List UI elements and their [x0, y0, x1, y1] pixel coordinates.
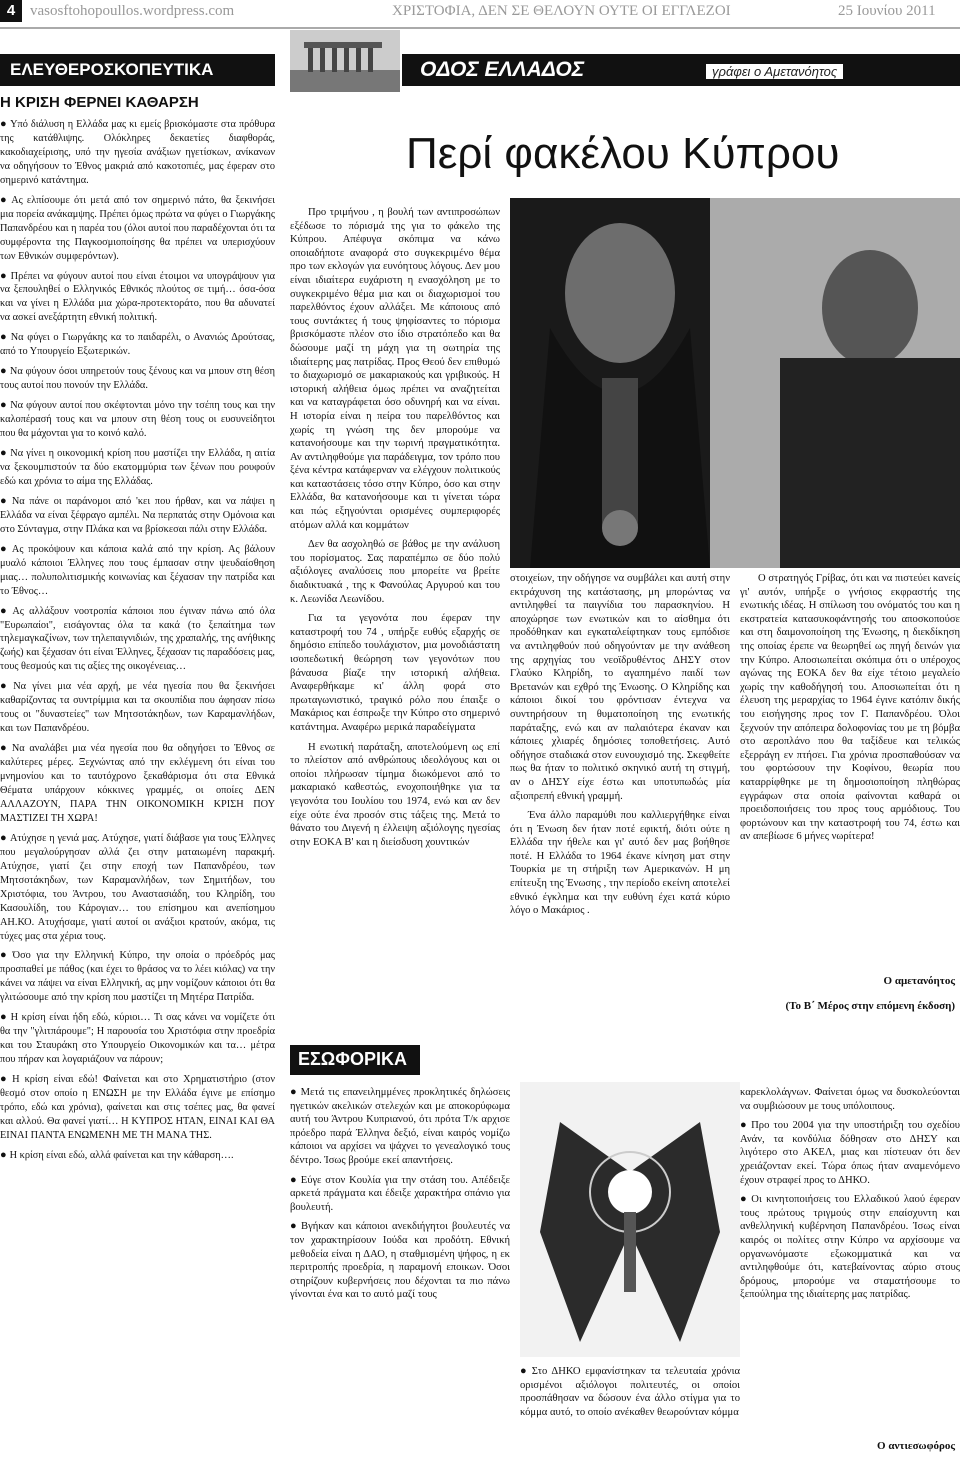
paragraph	[0, 399, 275, 441]
paragraph	[0, 1011, 275, 1067]
bullet-icon: ●	[0, 542, 9, 555]
paragraph-text: Εύγε στον Κουλία για την στάση του. Απέδειξε αρκετά πράγματα και έδειξε χαρακτήρα σπάνιο για βουλευτή.	[290, 1174, 510, 1213]
paragraph-text: Στο ΔΗΚΟ εμφανίστηκαν τα τελευταία χρόνια ορισμένοι αξιόλογοι πολιτευτές, οι οποίοι προσπάθησαν να δώσουν ένα άλλο στίγμα για το κόμμα αυτό, το οποίο ανέκαθεν θεωρούνταν κόμμα	[520, 1366, 740, 1418]
paragraph	[290, 1174, 510, 1215]
odos-column-3	[740, 572, 960, 850]
paragraph	[290, 741, 500, 850]
paragraph-text: Ένα άλλο παραμύθι που καλλιεργήθηκε είναι ότι η Ένωση δεν ήταν ποτέ εφικτή, διότι ούτε η Ελλάδα την ήθελε και γι' αυτό δεν μας βοήθησε ποτέ. Η Ελλάδα το 1964 έκανε κίνηση ματ στην Τουρκία με τη στήριξη των Αμερικανών. Η μη επίτευξη της Ένωσης , την περίοδο εκείνη αποτελεί εθνικό έγκλημα και την ευθύνη έχει κατά κύριο λόγο ο Μακάριος .	[510, 810, 730, 917]
esoforika-column-3	[740, 1086, 960, 1308]
bullet-icon: ●	[290, 1173, 298, 1186]
odos-column-2	[510, 572, 730, 924]
left-article	[0, 118, 275, 1169]
bullet-icon: ●	[740, 1119, 749, 1132]
paragraph	[0, 605, 275, 675]
bullet-icon: ●	[0, 365, 7, 378]
paragraph-text: Να πάνε οι παράνομοι από 'κει που ήρθαν, και να πάψει η Ελλάδα να είναι ξέφραγο αμπέλι. Να περπατάς στην Ομόνοια και στο Σύνταγμα, στην Πλάκα και να βρίσκεσαι πάλι στην Ελλάδα.	[0, 495, 275, 535]
paragraph	[0, 832, 275, 944]
bullet-icon: ●	[0, 949, 10, 962]
bullet-icon: ●	[290, 1086, 298, 1098]
issue-date: 25 Ιουνίου 2011	[838, 3, 936, 19]
paragraph-text: Να φύγει ο Γιωργάκης κα το παιδαρέλι, ο Ανανιώς Δρούτσας, από το Υπουργείο Εξωτερικών.	[0, 332, 275, 358]
page-number: 4	[0, 0, 22, 22]
paragraph-text: Πρέπει να φύγουν αυτοί που είναι έτοιμοι να υπογράψουν για να ξεπουληθεί ο Ελληνικός Εθνικός πλούτος σε τιμή… όσα-όσα και να γίνει η Ελλάδα μια χώρα-προτεκτοράτο, που θα αδυνατεί να ασκεί ανεξάρτητη εθνική πολιτική.	[0, 270, 275, 324]
paragraph-text: Βγήκαν και κάποιοι ανεκδιήγητοι βουλευτές να τον χαρακτηρίσουν Ιούδα και προδότη. Εθνική μεθοδεία είναι η ΔΑΟ, η σταθμισμένη ψήφος, η εκ περιτροπής προεδρία, η παραμονή εποικων. Όσοι στηρίζουν κυβερνήσεις που δέχονται τα πιο πάνω γίνονται ένα και το αυτό μαζί τους	[290, 1221, 510, 1301]
paragraph	[510, 809, 730, 918]
paragraph-text: Να φύγουν όσοι υπηρετούν τους ξένους και να μπουν στη θέση τους αυτοί που πονούν την Ελλάδα.	[0, 366, 275, 392]
paragraph-text: Ας ελπίσουμε ότι μετά από τον σημερινό πάτο, θα ξεκινήσει μια πορεία ανάκαμψης. Πρέπει όμως πρώτα να φύγει ο Γιωργάκης Παπανδρέου και η παρέα του (όλοι αυτοί που παραδέχονται ότι τα συμφέροντα της Παγκοσμιοποίησης θα πρέπει να υπερισχύουν των Εθνικών συμφερόντων).	[0, 194, 275, 262]
esoforika-signature: Ο αντιεσωφόρος	[877, 1440, 955, 1452]
paragraph-text: Η κρίση είναι εδώ, αλλά φαίνεται και την κάθαρση….	[9, 1149, 234, 1161]
paragraph-text: Υπό διάλυση η Ελλάδα μας κι εμείς βρισκόμαστε στα πρόθυρα της κατάθλιψης. Ολόκληρες δεκαετίες διαφθοράς, κακοδιαχείρισης, υπό την ηγεσία ανάξιων ηγετίσκων, ανίκανων να οδηγήσουν το Έθνος μακριά από κακοτοπιές, μας έφεραν στο σημερινό κατάντημα.	[0, 119, 275, 186]
bullet-icon: ●	[290, 1220, 299, 1233]
paragraph-text: Προ του 2004 για την υποστήριξη του σχεδίου Ανάν, τα κονδύλια δόθησαν στο ΔΗΣΥ και λιγότερο στο ΑΚΕΛ, μιας και πίστευαν ότι δεν χρειάζονταν εκεί. Τώρα όπως ήταν αναμενόμενο έχουν στραφεί προς το ΔΗΚΟ.	[740, 1120, 960, 1186]
paragraph	[0, 447, 275, 489]
bullet-icon: ●	[0, 742, 9, 755]
paragraph	[0, 331, 275, 359]
paragraph	[290, 1086, 510, 1168]
paragraph	[740, 1119, 960, 1187]
paragraph	[0, 495, 275, 537]
paragraph-text: Να γίνει η οικονομική κρίση που μαστίζει την Ελλάδα, η αιτία να ξεκουμπιστούν τα δύο εκατομμύρια των ξένων που ρουφούν εδώ και χρόνια το αίμα της Ελλάδας.	[0, 448, 275, 487]
site-url[interactable]: vasosftohopoullos.wordpress.com	[30, 3, 235, 19]
makarios-photo	[510, 198, 960, 568]
paragraph	[0, 365, 275, 393]
odos-section-bar	[402, 54, 960, 86]
esoforika-section-title: ΕΣΩΦΟΡΙΚΑ	[298, 1049, 408, 1069]
paragraph-text: Η κρίση είναι ήδη εδώ, κύριοι… Τι σας κάνει να νομίζετε ότι θα την "γλιτπάρουμε"; Η παρουσία του Χριστόφια στην προεδρία και του Σταυράκη στο Υπουργείο Οικονομικών και τα… μέτρα που πήραν και λογαριάζουν να πάρουν;	[0, 1012, 275, 1066]
paragraph-text: Η κρίση είναι εδώ! Φαίνεται και στο Χρηματιστήριο (στον θεσμό στον οποίο η ΕΝΩΣΗ με την Ελλάδα έγινε με επίσημο τρόπο, εδώ και χρόνια), φαίνεται και στις τσέπες μας, θα φανεί και αλλού. Θα φανεί γιατί… Η ΚΥΠΡΟΣ ΗΤΑΝ, ΕΙΝΑΙ ΚΑΙ ΘΑ ΕΙΝΑΙ ΠΑΝΤΑ ΕΝΩΜΕΝΗ ΜΕ ΤΗ ΜΑΝΑ ΤΗΣ.	[0, 1074, 275, 1141]
paragraph	[0, 742, 275, 826]
paragraph-text: Ατύχησε η γενιά μας. Ατύχησε, γιατί διάβασε για τους Έλληνες που μεγαλούργησαν αλλά ζει στην ματαιωμένη παρακμή. Ατύχησε, γιατί ζει στην εποχή των Παπανδρέου, των Μητσοτάκηδων, των Καραμανλήδων, των Σημιτήδων, του Χριστόφια, του Άντρου, του Αναστασιάδη, του Κληρίδη, του Κασουλίδη, του Κάρογιαν… του επίσημου και ανεπίσημου ΑΗ.ΚΟ. Ατυχήσαμε, γιατί αυτοί οι ανάξιοι κρατούν, ακόμα, τις τύχες μας στα χέρια τους.	[0, 832, 275, 942]
odos-continued-note: (Το Β΄ Μέρος στην επόμενη έκδοση)	[785, 1000, 955, 1012]
paragraph-text: Ας προκόψουν και κάποια καλά από την κρίση. Ας βάλουν μυαλό κάποιοι Έλληνες που τους έμπασαν στην ψευδαίσθηση μιας… πολυπολιτισμικής κοινωνίας και ξέχασαν την πατρίδα και το Έθνος…	[0, 543, 275, 597]
bullet-icon: ●	[0, 331, 8, 344]
paragraph	[740, 572, 960, 844]
left-section-bar	[0, 54, 275, 86]
paragraph	[0, 1073, 275, 1143]
paragraph	[0, 270, 275, 326]
paragraph	[0, 949, 275, 1005]
bullet-icon: ●	[0, 831, 7, 844]
bullet-icon: ●	[0, 447, 8, 460]
odos-byline: γράφει ο Αμετανόητος	[706, 64, 843, 79]
paragraph	[740, 1086, 960, 1113]
bullet-icon: ●	[0, 1148, 7, 1161]
paragraph	[510, 572, 730, 803]
esoforika-section-bar	[290, 1045, 420, 1075]
paragraph-text: καρεκλολάγνων. Φαίνεται όμως να δυσκολεύονται να συμβιώσουν με τους υπόλοιπους.	[740, 1087, 960, 1112]
temple-photo	[290, 30, 400, 92]
paragraph-text: Να αναλάβει μια νέα ηγεσία που θα οδηγήσει το Έθνος σε καλύτερες μέρες. Ξεχνώντας από την εκλέγμενη ότι είναι του μνημονίου και το ταυτόχρονο ξεκαθάρισμα ότι στα Εθνικά Θέματα υπάρχουν κόκκινες γραμμές, οι οποίες ΔΕΝ ΑΛΛΑΖΟΥΝ, ΠΑΡΑ ΤΗΝ ΟΙΚΟΝΟΜΙΚΗ ΚΡΙΣΗ ΠΟΥ ΜΑΣΤΙΖΕΙ ΤΗ ΧΩΡΑ!	[0, 743, 275, 824]
angel-illustration	[520, 1082, 740, 1357]
paragraph-text: Προ τριμήνου , η βουλή των αντιπροσώπων εξέδωσε το πόρισμά της για το φάκελο της Κύπρου. Απέφυγα σκόπιμα να κάνω οποιαδήποτε αναφορά στο συγκεκριμένο θέμα προ των εκλογών για ευνόητους λόγους. Δεν μου είναι ιδιαίτερα ευχάριστη η ενασχόληση με το συγκεκριμένο θέμα μια και οι διαχωρισμοί του παρελθόντος έχουν αλλάξει. Με κάποιους από τους συντάκτες ή τους ψηφίσαντες το πόρισμα βρισκόμαστε πλέον στο ίδιο στρατόπεδο και θα δώσουμε μαζί τη μάχη για τη σωτηρία της ιδιαίτερης μας πατρίδας. Προς Θεού δεν επιθυμώ το διαχωρισμό σε μακαριακούς και γριβικούς. Η ιστορική αλήθεια όμως πρέπει να αναζητείται και να καταγράφεται όσο οδυνηρή και να είναι. Η ιστορία είναι η πείρα του παρελθόντος και χωρίς τη γνώση της δεν μπορούμε να κατανοήσουμε και την τωρινή πραγματικότητα. Αν αντιληφθούμε για παράδειγμα, τον τρόπο που ξένα κέντρα κατάφερναν να ελέγχουν πολιτικούς και καταστάσεις τόσο στην Κύπρο, όσο και στην Ελλάδα, θα κατανοήσουμε και τι γίνεται τώρα και πώς εξηγούνται ορισμένες συμπεριφορές ατόμων αλλά και κομμάτων	[290, 207, 500, 531]
odos-section-title: ΟΔΟΣ ΕΛΛΑΔΟΣ	[420, 58, 585, 81]
paragraph-text: Για τα γεγονότα που έφεραν την καταστροφή του 74 , υπήρξε ευθύς εξαρχής σε δημόσιο επίπεδο τουλάχιστον, μια μονοδιάστατη ισοπεδωτική θεώρηση των γεγονότων που βάναυσα βίαζε την ιστορική αλήθεια. Αναφερθήκαμε κι' άλλη φορά στο πρωταγωνιστικό, τραγικό ρόλο που έπαιξε ο Μακάριος και έσπρωξε την Κύπρο στο σημερινό κατάντημα. Αναφέρω μερικά παραδείγματα	[290, 613, 500, 733]
bullet-icon: ●	[520, 1365, 529, 1377]
bullet-icon: ●	[0, 1073, 10, 1086]
odos-column-1	[290, 206, 500, 855]
paragraph-text: Οι κινητοποιήσεις του Ελλαδικού λαού έφεραν τους πρώτους τριγμούς στην επαίσχυντη και ανθελληνική κυβέρνηση Παπανδρέου. Ίσως είναι καιρός οι πολίτες στην Κύπρο να αρχίσουμε να οργανωνόμαστε εξωκομματικά και να αντιληφθούμε ότι, κατεβαίνοντας αύριο στους δρόμους, μπορούμε να σταματήσουμε το ξεπούλημα της ιδιαίτερης μας πατρίδας.	[740, 1194, 960, 1301]
paragraph	[290, 612, 500, 734]
bullet-icon: ●	[0, 604, 10, 617]
paragraph	[0, 194, 275, 264]
paragraph-text: Ο στρατηγός Γρίβας, ότι και να πιστεύει κανείς γι' αυτόν, υπήρξε ο γνήσιος εκφραστής της ενωτικής ιδέας. Η σπίλωση του ονόματός του και η εκστρατεία κατασυκοφάντησής του αποσκοπούσε και στη δαιμονοποίηση της Ένωσης, η διεκδίκηση της οποίας έρεπε να θεωρηθεί ως πηγή δεινών για την Κύπρο. Αποσιωπείται σκόπιμα ότι ο υπέροχος αγώνας της ΕΟΚΑ δεν θα είχε τέτοιο μεγαλείο χωρίς την καθοδήγησή του. Αποσιωπείται ότι η έλευση της μεραρχίας το 1964 έγινε κατόπιν δικής του εισήγησης προς τον Γ. Παπανδρέου. Όλοι ξεχνούν την απόπειρα δολοφονίας του με τη βόμβα στο αεροπλάνο που θα ταξίδευε και τελικώς εξερράγη εν πτήσει. Για χρόνια προσπαθούσαν να του φορτώσουν την Κοφίνου, θεωρία που καταρρίφθηκε με τη δημοσιοποίηση πληθώρας εγγράφων στα οποία φαίνονται καθαρά οι προειδοποιήσεις του προς τους αρμόδιους. Του φορτώνουν και την καταστροφή του 74, έστω και αν απεβίωσε 6 μήνες νωρίτερα!	[740, 573, 960, 843]
paragraph	[520, 1365, 740, 1419]
paragraph	[290, 206, 500, 532]
paragraph-text: Όσο για την Ελληνική Κύπρο, την οποία ο πρόεδρός μας προσπαθεί με πάθος (και έχει το θράσος να το λέει κιόλας) να την κάνει να πάψει να είναι Ελληνική, ας μην νομίζουν κάποιοι ότι θα γλιτώσουμε από την κρίση που μαστίζει τη Μητέρα Πατρίδα.	[0, 950, 275, 1004]
paragraph	[0, 1149, 275, 1163]
paragraph-text: στοιχείων, την οδήγησε να συμβάλει και αυτή στην εκτράχυνση της κατάστασης, μη μπορώντας να αντιληφθεί τα παιγνίδια του παρασκηνίου. Η αποχώρησε των ενωτικών και το αίσθημα ότι προδόθηκαν και εγκαταλείφτηκαν τους εμπόδισε να αντιληφθούν πού οδηγούνταν με την ανάθεση της αρχηγίας του νεοϊδρυθέντος ΔΗΣΥ στον Γλαύκο Κληρίδη, το αγαπημένο παιδί των Βρετανών και εχθρό της Ένωσης. Ο Κληρίδης και κάποιοι δικοί του φρόντισαν έντεχνα να συντηρήσουν τη θυματοποίηση της ενωτικής παράταξης, ενώ και αν παλαιότερα έκαναν και κάποιες χλιαρές δημόσιες τοποθετήσεις. Αυτό οδήγησε σταδιακά στον ευνουχισμό της. Σκεφθείτε πως θα ήταν το πολιτικό σκηνικό αυτή τη στιγμή, αν ο ΔΗΣΥ είχε έστω και υποτυπωδώς μία αξιοπρεπή εθνική γραμμή.	[510, 573, 730, 802]
header-rule	[0, 27, 960, 29]
paragraph-text: Η ενωτική παράταξη, αποτελούμενη ως επί το πλείστον από ανθρώπους ιδεολόγους και οι οποίοι πλήρωσαν τίμημα διωκόμενοι από το μακαριακό καθεστώς, ενοχοποιήθηκε για τα γεγονότα του Ιουλίου του 1974, ενώ και αν δεν είχε ούτε ένα προσόν στις τάξεις της. Μετά το θάνατο του Διγενή η έλλειψη αξιόλογης ηγεσίας στην ΕΟΚΑ Β' και η διείσδυση χουντικών	[290, 741, 500, 848]
bullet-icon: ●	[0, 269, 8, 282]
paragraph-text: Μετά τις επανειλημμένες προκλητικές δηλώσεις ηγετικών ακελικών στελεχών και με αποκορύφωμα αυτή του Άντρου Κυπριανού, ότι πρότα Τ/κ αρχισε πρόεδρο παρά Έλληνα δεξιό, είναι καιρός νομίζω κάποιοι να αρχίσει να ψάχνει το γενεαλογικό τους δέντρο. Ίσως βρούμε εκεί απαντήσεις.	[290, 1087, 510, 1166]
bullet-icon: ●	[0, 1011, 8, 1024]
odos-signature: Ο αμετανόητος	[883, 975, 955, 987]
bullet-icon: ●	[0, 118, 8, 130]
bullet-icon: ●	[0, 193, 9, 206]
paragraph-text: Να φύγουν αυτοί που σκέφτονται μόνο την τσέπη τους και την καλοπέρασή τους και να μπουν στη θέση τους οι ευσυνείδητοι που θα μάχονται για το κοινό καλό.	[0, 400, 275, 440]
bullet-icon: ●	[740, 1193, 749, 1206]
left-heading: Η ΚΡΙΣΗ ΦΕΡΝΕΙ ΚΑΘΑΡΣΗ	[0, 94, 199, 111]
paragraph	[290, 1220, 510, 1302]
paragraph-text: Ας αλλάξουν νοοτροπία κάποιοι που έγιναν πάνω από όλα "Ευρωπαίοι", εισάγοντας όλα τα κακά (το ξεπαίτημα των τηλεμαγκαζίνων, των τηλεπαιγνιδιών, της χραπαλής, της ανήθικης ζωής) και ξέχασαν ότι είναι Έλληνες, ξέχασαν τις παραδόσεις μας, τους θεσμούς και τις αξίες της οικογένειας…	[0, 605, 275, 673]
paragraph	[0, 543, 275, 599]
bullet-icon: ●	[0, 494, 9, 507]
bullet-icon: ●	[0, 680, 11, 693]
paragraph	[740, 1193, 960, 1302]
odos-headline: Περί φακέλου Κύπρου	[406, 129, 840, 178]
running-title: ΧΡΙΣΤΟΦΙΑ, ΔΕΝ ΣΕ ΘΕΛΟΥΝ ΟΥΤΕ ΟΙ ΕΓΓΛΕΖΟΙ	[392, 3, 731, 19]
paragraph	[290, 538, 500, 606]
paragraph	[0, 680, 275, 736]
bullet-icon: ●	[0, 399, 8, 412]
paragraph	[0, 118, 275, 188]
esoforika-column-2	[520, 1365, 740, 1425]
paragraph-text: Να γίνει μια νέα αρχή, με νέα ηγεσία που θα ξεκινήσει καθαρίζοντας τα συντρίμμια και τα σκουπίδια που άφησαν πίσω τους οι "δυναστείες" των Μητσοτάκηδων, των Καραμανλήδων, και των Παπανδρέου.	[0, 681, 275, 735]
left-section-title: ΕΛΕΥΘΕΡΟΣΚΟΠΕΥΤΙΚΑ	[10, 60, 214, 79]
esoforika-column-1	[290, 1086, 510, 1308]
paragraph-text: Δεν θα ασχοληθώ σε βάθος με την ανάλυση του πορίσματος. Σας παραπέμπω σε δύο πολύ αξιόλογες αναλύσεις που μπορείτε να βρείτε διαδικτυακά , της κ Φανούλας Αργυρού και του κ. Λεωνίδα Λεωνίδου.	[290, 539, 500, 605]
